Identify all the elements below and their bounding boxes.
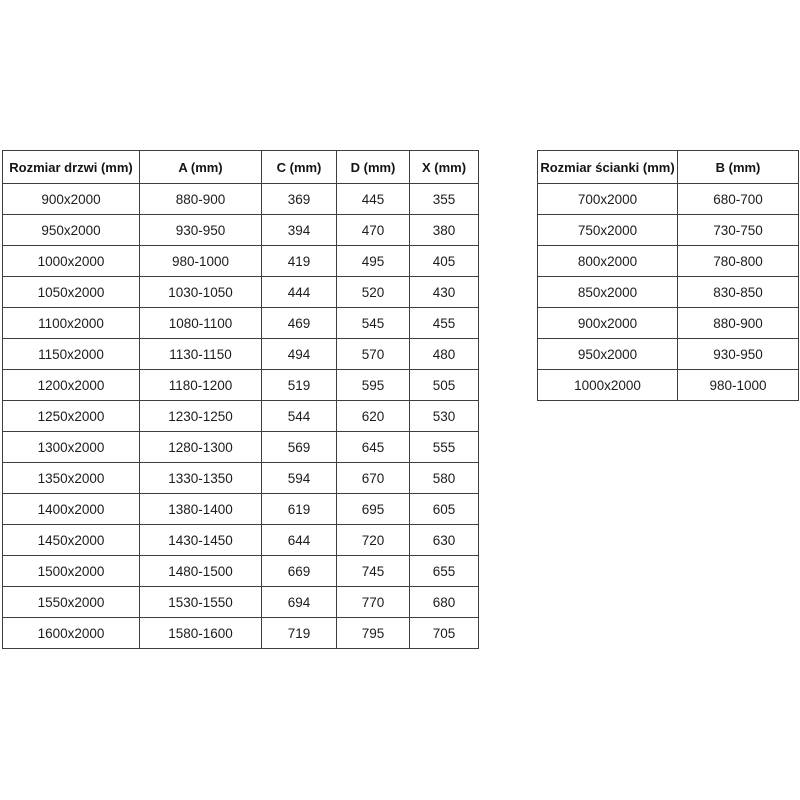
door-size-table bbox=[2, 150, 479, 649]
table-cell: 780-800 bbox=[678, 246, 799, 277]
table-cell: 770 bbox=[337, 587, 410, 618]
table-cell: 745 bbox=[337, 556, 410, 587]
table-cell: 655 bbox=[410, 556, 479, 587]
table-cell: 1530-1550 bbox=[140, 587, 262, 618]
table-cell: 445 bbox=[337, 184, 410, 215]
table-cell: 1330-1350 bbox=[140, 463, 262, 494]
table-cell: 1550x2000 bbox=[3, 587, 140, 618]
table-cell: 644 bbox=[262, 525, 337, 556]
column-header: X (mm) bbox=[410, 151, 479, 184]
table-row bbox=[3, 184, 479, 215]
table-cell: 1230-1250 bbox=[140, 401, 262, 432]
column-header: B (mm) bbox=[678, 151, 799, 184]
table-cell: 469 bbox=[262, 308, 337, 339]
table-cell: 1130-1150 bbox=[140, 339, 262, 370]
table-cell: 505 bbox=[410, 370, 479, 401]
table-cell: 495 bbox=[337, 246, 410, 277]
table-cell: 900x2000 bbox=[3, 184, 140, 215]
table-cell: 1300x2000 bbox=[3, 432, 140, 463]
table-row bbox=[538, 215, 799, 246]
table-cell: 930-950 bbox=[140, 215, 262, 246]
table-cell: 580 bbox=[410, 463, 479, 494]
table-cell: 1380-1400 bbox=[140, 494, 262, 525]
table-cell: 595 bbox=[337, 370, 410, 401]
table-cell: 695 bbox=[337, 494, 410, 525]
table-cell: 719 bbox=[262, 618, 337, 649]
table-row bbox=[538, 370, 799, 401]
table-cell: 705 bbox=[410, 618, 479, 649]
table-cell: 530 bbox=[410, 401, 479, 432]
table-row bbox=[3, 618, 479, 649]
table-row bbox=[538, 339, 799, 370]
column-header: C (mm) bbox=[262, 151, 337, 184]
table-cell: 880-900 bbox=[678, 308, 799, 339]
table-cell: 569 bbox=[262, 432, 337, 463]
table-cell: 1350x2000 bbox=[3, 463, 140, 494]
table-cell: 800x2000 bbox=[538, 246, 678, 277]
table-cell: 1150x2000 bbox=[3, 339, 140, 370]
table-cell: 1100x2000 bbox=[3, 308, 140, 339]
table-cell: 520 bbox=[337, 277, 410, 308]
table-cell: 670 bbox=[337, 463, 410, 494]
table-row bbox=[3, 308, 479, 339]
table-cell: 1580-1600 bbox=[140, 618, 262, 649]
table-cell: 1180-1200 bbox=[140, 370, 262, 401]
table-row bbox=[3, 401, 479, 432]
table-cell: 1200x2000 bbox=[3, 370, 140, 401]
table-row bbox=[538, 308, 799, 339]
table-cell: 950x2000 bbox=[3, 215, 140, 246]
table-row bbox=[3, 494, 479, 525]
header-row bbox=[538, 151, 799, 184]
table-row bbox=[3, 556, 479, 587]
table-cell: 980-1000 bbox=[678, 370, 799, 401]
table-cell: 620 bbox=[337, 401, 410, 432]
table-cell: 1250x2000 bbox=[3, 401, 140, 432]
table-cell: 394 bbox=[262, 215, 337, 246]
table-cell: 1000x2000 bbox=[538, 370, 678, 401]
table-cell: 494 bbox=[262, 339, 337, 370]
table-cell: 545 bbox=[337, 308, 410, 339]
table-cell: 750x2000 bbox=[538, 215, 678, 246]
table-cell: 544 bbox=[262, 401, 337, 432]
table-cell: 694 bbox=[262, 587, 337, 618]
table-cell: 680 bbox=[410, 587, 479, 618]
table-cell: 419 bbox=[262, 246, 337, 277]
table-cell: 1030-1050 bbox=[140, 277, 262, 308]
table-cell: 730-750 bbox=[678, 215, 799, 246]
table-cell: 630 bbox=[410, 525, 479, 556]
table-row bbox=[3, 215, 479, 246]
table-cell: 1000x2000 bbox=[3, 246, 140, 277]
table-cell: 519 bbox=[262, 370, 337, 401]
table-cell: 570 bbox=[337, 339, 410, 370]
table-cell: 850x2000 bbox=[538, 277, 678, 308]
table-cell: 930-950 bbox=[678, 339, 799, 370]
table-cell: 900x2000 bbox=[538, 308, 678, 339]
table-row bbox=[3, 339, 479, 370]
table-cell: 1280-1300 bbox=[140, 432, 262, 463]
table-cell: 1450x2000 bbox=[3, 525, 140, 556]
table-row bbox=[3, 525, 479, 556]
wall-size-table bbox=[537, 150, 799, 401]
column-header: Rozmiar ścianki (mm) bbox=[538, 151, 678, 184]
table-row bbox=[3, 432, 479, 463]
table-cell: 880-900 bbox=[140, 184, 262, 215]
table-cell: 405 bbox=[410, 246, 479, 277]
table-cell: 1400x2000 bbox=[3, 494, 140, 525]
table-cell: 1480-1500 bbox=[140, 556, 262, 587]
table-cell: 455 bbox=[410, 308, 479, 339]
table-row bbox=[538, 184, 799, 215]
table-cell: 470 bbox=[337, 215, 410, 246]
column-header: D (mm) bbox=[337, 151, 410, 184]
table-cell: 645 bbox=[337, 432, 410, 463]
table-cell: 669 bbox=[262, 556, 337, 587]
table-cell: 444 bbox=[262, 277, 337, 308]
table-cell: 1600x2000 bbox=[3, 618, 140, 649]
table-row bbox=[3, 370, 479, 401]
table-cell: 830-850 bbox=[678, 277, 799, 308]
table-cell: 700x2000 bbox=[538, 184, 678, 215]
table-cell: 1430-1450 bbox=[140, 525, 262, 556]
table-cell: 480 bbox=[410, 339, 479, 370]
table-row bbox=[538, 277, 799, 308]
table-row bbox=[3, 463, 479, 494]
table-row bbox=[538, 246, 799, 277]
table-cell: 795 bbox=[337, 618, 410, 649]
table-cell: 555 bbox=[410, 432, 479, 463]
table-row bbox=[3, 277, 479, 308]
table-cell: 980-1000 bbox=[140, 246, 262, 277]
table-cell: 605 bbox=[410, 494, 479, 525]
table-cell: 380 bbox=[410, 215, 479, 246]
table-cell: 720 bbox=[337, 525, 410, 556]
column-header: Rozmiar drzwi (mm) bbox=[3, 151, 140, 184]
table-row bbox=[3, 587, 479, 618]
table-cell: 594 bbox=[262, 463, 337, 494]
table-cell: 1080-1100 bbox=[140, 308, 262, 339]
table-cell: 950x2000 bbox=[538, 339, 678, 370]
table-row bbox=[3, 246, 479, 277]
table-cell: 680-700 bbox=[678, 184, 799, 215]
column-header: A (mm) bbox=[140, 151, 262, 184]
table-cell: 430 bbox=[410, 277, 479, 308]
table-cell: 1500x2000 bbox=[3, 556, 140, 587]
table-cell: 619 bbox=[262, 494, 337, 525]
table-cell: 369 bbox=[262, 184, 337, 215]
table-cell: 355 bbox=[410, 184, 479, 215]
header-row bbox=[3, 151, 479, 184]
table-cell: 1050x2000 bbox=[3, 277, 140, 308]
